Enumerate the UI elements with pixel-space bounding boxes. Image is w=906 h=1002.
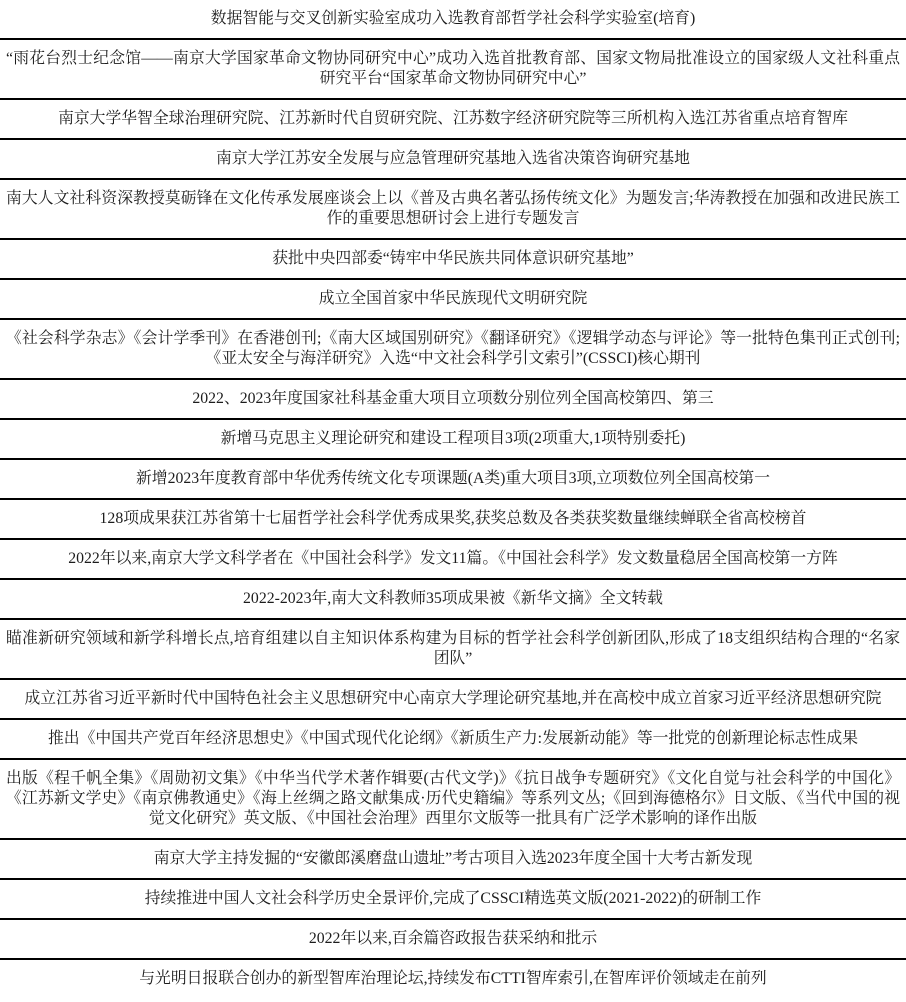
table-row-13: 2022年以来,南京大学文科学者在《中国社会科学》发文11篇。《中国社会科学》发文数量稳居全国高校第一方阵 xyxy=(0,540,906,580)
table-row-11: 新增2023年度教育部中华优秀传统文化专项课题(A类)重大项目3项,立项数位列全国高校第一 xyxy=(0,460,906,500)
table-row-21: 2022年以来,百余篇咨政报告获采纳和批示 xyxy=(0,920,906,960)
table-row-08: 《社会科学杂志》《会计学季刊》在香港创刊;《南大区域国别研究》《翻译研究》《逻辑学动态与评论》等一批特色集刊正式创刊;《亚太安全与海洋研究》入选“中文社会科学引文索引”(CSSCI)核心期刊 xyxy=(0,320,906,380)
table-row-18: 出版《程千帆全集》《周勋初文集》《中华当代学术著作辑要(古代文学)》《抗日战争专题研究》《文化自觉与社会科学的中国化》《江苏新文学史》《南京佛教通史》《海上丝绸之路文献集成·历代史籍编》等系列文丛;《回到海德格尔》日文版、《当代中国的视觉文化研究》英文版、《中国社会治理》西里尔文版等一批具有广泛学术影响的译作出版 xyxy=(0,760,906,840)
table-row-04: 南京大学江苏安全发展与应急管理研究基地入选省决策咨询研究基地 xyxy=(0,140,906,180)
table-row-12: 128项成果获江苏省第十七届哲学社会科学优秀成果奖,获奖总数及各类获奖数量继续蝉联全省高校榜首 xyxy=(0,500,906,540)
table-row-14: 2022-2023年,南大文科教师35项成果被《新华文摘》全文转载 xyxy=(0,580,906,620)
table-row-09: 2022、2023年度国家社科基金重大项目立项数分别位列全国高校第四、第三 xyxy=(0,380,906,420)
table-row-16: 成立江苏省习近平新时代中国特色社会主义思想研究中心南京大学理论研究基地,并在高校中成立首家习近平经济思想研究院 xyxy=(0,680,906,720)
table-row-06: 获批中央四部委“铸牢中华民族共同体意识研究基地” xyxy=(0,240,906,280)
table-row-19: 南京大学主持发掘的“安徽郎溪磨盘山遗址”考古项目入选2023年度全国十大考古新发现 xyxy=(0,840,906,880)
table-row-22: 与光明日报联合创办的新型智库治理论坛,持续发布CTTI智库索引,在智库评价领域走在前列 xyxy=(139,970,767,987)
table-row-10: 新增马克思主义理论研究和建设工程项目3项(2项重大,1项特别委托) xyxy=(0,420,906,460)
table-row-17: 推出《中国共产党百年经济思想史》《中国式现代化论纲》《新质生产力:发展新动能》等一批党的创新理论标志性成果 xyxy=(0,720,906,760)
table-row-07: 成立全国首家中华民族现代文明研究院 xyxy=(0,280,906,320)
table-row-01: 数据智能与交叉创新实验室成功入选教育部哲学社会科学实验室(培育) xyxy=(0,0,906,40)
table-row-15: 瞄准新研究领域和新学科增长点,培育组建以自主知识体系构建为目标的哲学社会科学创新团队,形成了18支组织结构合理的“名家团队” xyxy=(0,620,906,680)
table-row-20: 持续推进中国人文社会科学历史全景评价,完成了CSSCI精选英文版(2021-2022)的研制工作 xyxy=(0,880,906,920)
table-row-02: “雨花台烈士纪念馆——南京大学国家革命文物协同研究中心”成功入选首批教育部、国家文物局批准设立的国家级人文社科重点研究平台“国家革命文物协同研究中心” xyxy=(0,40,906,100)
table-row-05: 南大人文社科资深教授莫砺锋在文化传承发展座谈会上以《普及古典名著弘扬传统文化》为题发言;华涛教授在加强和改进民族工作的重要思想研讨会上进行专题发言 xyxy=(0,180,906,240)
table-row-03: 南京大学华智全球治理研究院、江苏新时代自贸研究院、江苏数字经济研究院等三所机构入选江苏省重点培育智库 xyxy=(0,100,906,140)
